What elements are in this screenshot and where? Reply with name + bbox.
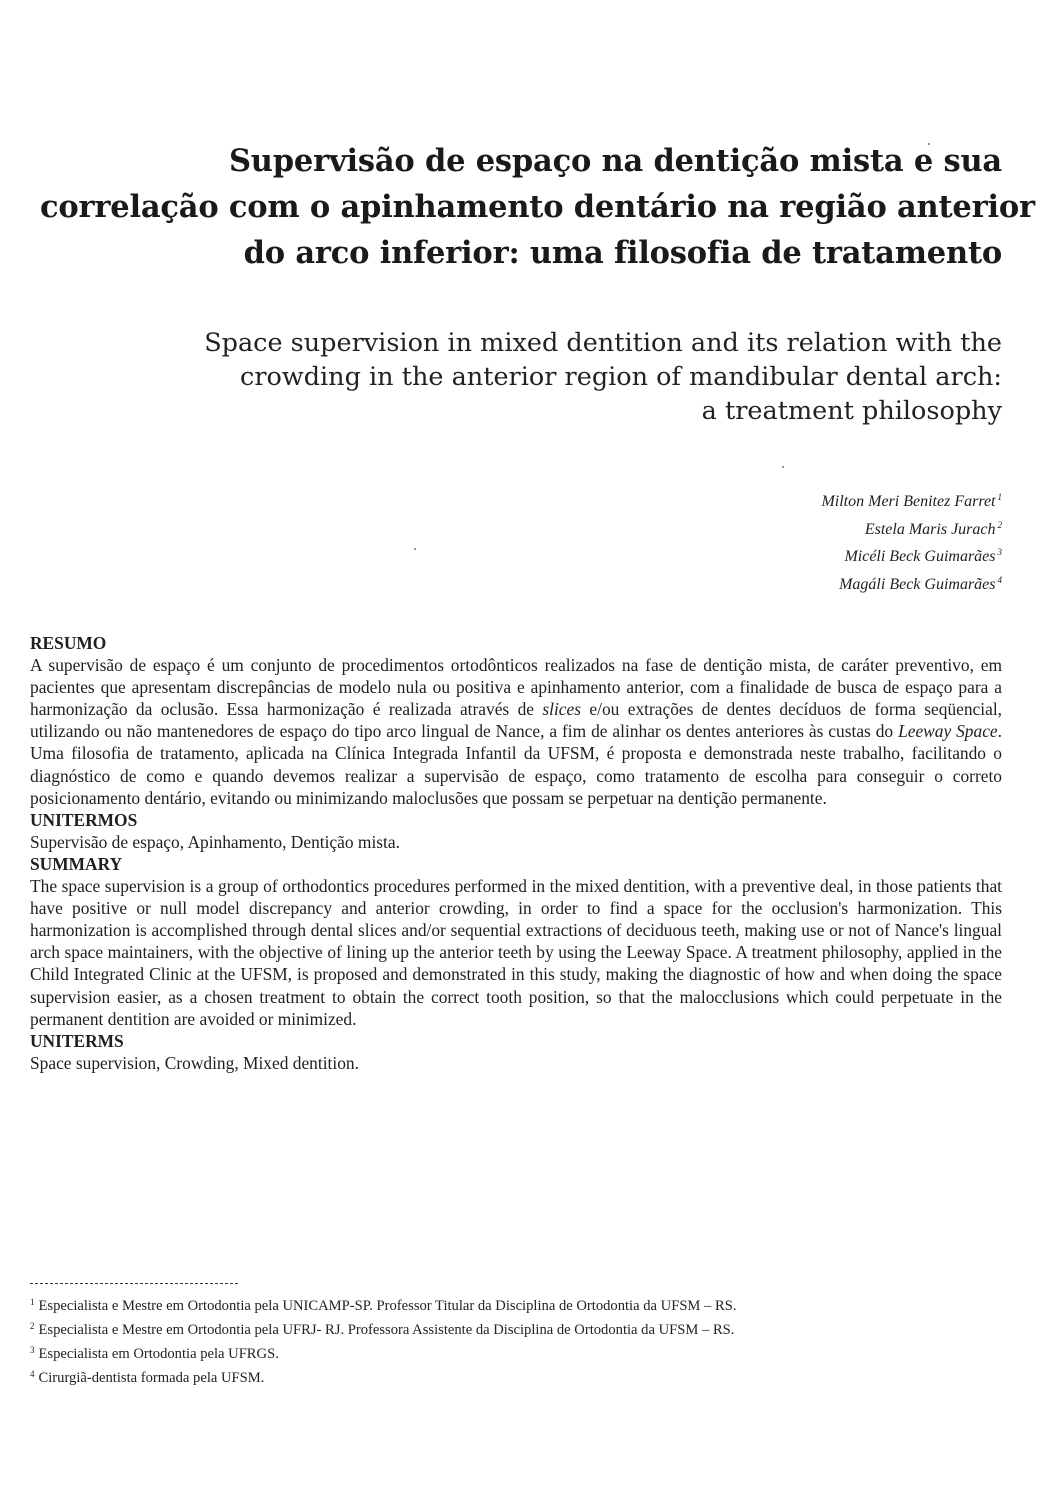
footnotes <box>30 1292 1010 1388</box>
article-title <box>40 138 1035 276</box>
subtitle-line-2: crowding in the anterior region of mandibular dental arch: <box>240 362 1002 392</box>
author: Milton Meri Benitez Farret $^1$ <box>821 492 1002 510</box>
footnote: $^1$ Especialista e Mestre em Ortodontia pela UNICAMP-SP. Professor Titular da Disciplina de Ortodontia da UFSM – RS. <box>30 1297 737 1314</box>
subtitle-line-3: a treatment philosophy <box>701 396 1002 426</box>
unitermos-text: Supervisão de espaço, Apinhamento, Dentição mista. <box>30 831 400 852</box>
summary-heading: SUMMARY <box>30 853 123 874</box>
author-ref: 1 <box>997 492 1002 502</box>
uniterms-text: Space supervision, Crowding, Mixed dentition. <box>30 1052 359 1073</box>
title-line-1: Supervisão de espaço na dentição mista e sua <box>228 143 1002 179</box>
footnote: $^3$ Especialista em Ortodontia pela UFRGS. <box>30 1345 279 1362</box>
author: Magáli Beck Guimarães $^4$ <box>839 574 1002 593</box>
footnote: $^2$ Especialista e Mestre em Ortodontia pela UFRJ- RJ. Professora Assistente da Disciplina de Ortodontia da UFSM – RS. <box>30 1321 735 1338</box>
author-ref: 3 <box>997 547 1002 557</box>
article-subtitle <box>140 326 1002 428</box>
title-line-3: do arco inferior: uma filosofia de tratamento <box>243 235 1002 271</box>
summary-text: The space supervision is a group of orthodontics procedures performed in the mixed dentition, with a preventive deal, in those patients that have positive or null model discrepancy and anterior crowding, in order to find a space for the occlusion's harmonization. This harmonization is accomplished through dental slices and/or sequential extractions of deciduous teeth, making use or not of Nance's lingual arch space maintainers, with the objective of lining up the anterior teeth by using the Leeway Space. A treatment philosophy, applied in the Child Integrated Clinic at the UFSM, is proposed and demonstrated in this study, making the diagnostic of how and when doing the space supervision easier, as a chosen treatment to obtain the correct tooth position, so that the malocclusions which could perpetuate in the permanent dentition are avoided or minimized. <box>30 876 1002 1029</box>
footnote: $^4$ Cirurgiã-dentista formada pela UFSM. <box>30 1369 265 1386</box>
author: Micéli Beck Guimarães $^3$ <box>844 547 1002 565</box>
author: Estela Maris Jurach $^2$ <box>864 519 1002 538</box>
scan-speck <box>782 466 784 468</box>
resumo-heading: RESUMO <box>30 633 107 653</box>
abstract-section <box>30 632 1002 1074</box>
author-ref: 4 <box>997 574 1002 585</box>
subtitle-line-1: Space supervision in mixed dentition and its relation with the <box>204 328 1002 358</box>
footnote-divider <box>30 1283 238 1284</box>
uniterms-heading: UNITERMS <box>30 1030 124 1051</box>
title-line-2: correlação com o apinhamento dentário na região anterior <box>40 189 1035 225</box>
unitermos-heading: UNITERMOS <box>30 809 138 830</box>
resumo-text: A supervisão de espaço é um conjunto de procedimentos ortodônticos realizados na fase de dentição mista, de caráter preventivo, em pacientes que apresentam discrepâncias de modelo nula ou positiva e apinhamento anterior, com a finalidade de busca de espaço para a harmonização da oclusão. Essa harmonização é realizada através de slices e/ou extrações de dentes decíduos de forma seqüencial, utilizando ou não mantenedores de espaço do tipo arco lingual de Nance, a fim de alinhar os dentes anteriores às custas do Leeway Space. Uma filosofia de tratamento, aplicada na Clínica Integrada Infantil da UFSM, é proposta e demonstrada neste trabalho, facilitando o diagnóstico de como e quando devemos realizar a supervisão de espaço, como tratamento de escolha para conseguir o correto posicionamento dentário, evitando ou minimizando maloclusões que possam se perpetuar na dentição permanente. <box>30 655 1003 808</box>
author-ref: 2 <box>997 519 1002 530</box>
author-list <box>560 486 1002 596</box>
scan-speck <box>414 548 416 550</box>
